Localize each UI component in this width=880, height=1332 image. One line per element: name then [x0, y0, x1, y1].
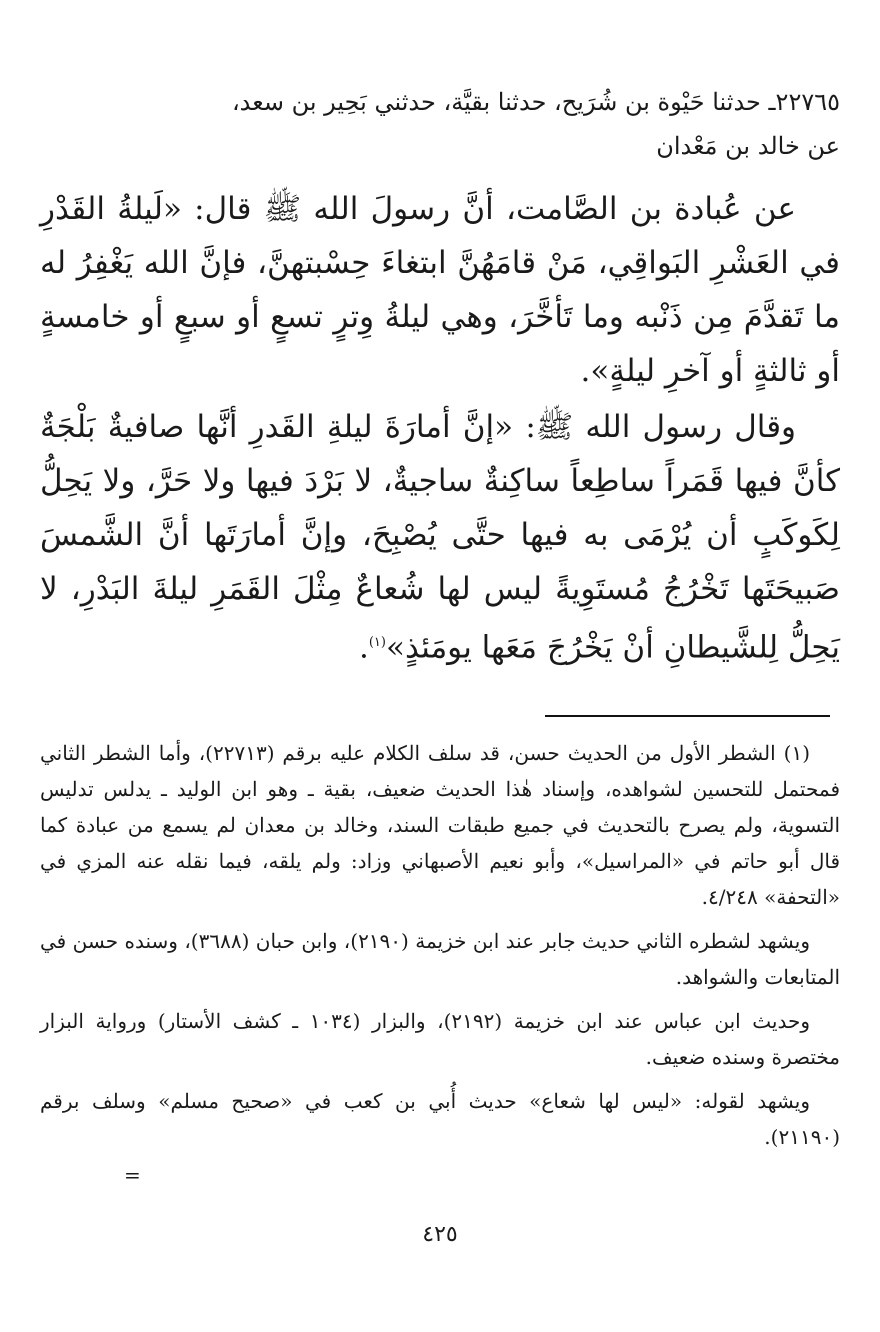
- isnad-line-2: عن خالد بن مَعْدان: [656, 132, 840, 160]
- footnote-paragraph-3: وحديث ابن عباس عند ابن خزيمة (٢١٩٢)، والبزار (١٠٣٤ ـ كشف الأستار) ورواية البزار مختصرة وسنده ضعيف.: [40, 1009, 840, 1069]
- hadith-paragraph-2-end: .: [358, 629, 369, 666]
- footnote-1: (١) الشطر الأول من الحديث حسن، قد سلف الكلام عليه برقم (٢٢٧١٣)، وأما الشطر الثاني فمحتمل للتحسين لشواهده، وإسناد هٰذا الحديث ضعيف، بقية ـ وهو ابن الوليد ـ يدلس تدليس التسوية، ولم يصرح بالتحديث في جميع طبقات السند، وخالد بن معدان لم يسمع من عبادة كما قال أبو حاتم في «المراسيل»، وأبو نعيم الأصبهاني وزاد: ولم يلقه، فيما نقله عنه المزي في «التحفة» ٤/٢٤٨.: [40, 741, 840, 909]
- footnote-separator: [545, 715, 830, 717]
- footnote-paragraph-4: ويشهد لقوله: «ليس لها شعاع» حديث أُبي بن كعب في «صحيح مسلم» وسلف برقم (٢١١٩٠).: [40, 1089, 840, 1149]
- hadith-text: [40, 182, 840, 674]
- hadith-paragraph-2-text: وقال رسول الله ﷺ: «إنَّ أمارَةَ ليلةِ القَدرِ أنَّها صافيةٌ بَلْجَةٌ كأنَّ فيها قَمَراً ساطِعاً ساكِنةٌ ساجيةٌ، لا بَرْدَ فيها ولا حَرَّ، ولا يَحِلُّ لِكَوكَبٍ أن يُرْمَى به فيها حتَّى يُصْبِحَ، وإنَّ أمارَتَها أنَّ الشَّمسَ صَبيحَتَها تَخْرُجُ مُستَوِيةً ليس لها شُعاعٌ مِثْلَ القَمَرِ ليلةَ البَدْرِ، لا يَحِلُّ لِلشَّيطانِ أنْ يَخْرُجَ مَعَها يومَئذٍ»: [40, 409, 840, 666]
- hadith-isnad: [40, 80, 840, 168]
- hadith-paragraph-2: [40, 400, 840, 674]
- page-number: ٤٢٥: [422, 1222, 458, 1247]
- hadith-paragraph-1: عن عُبادة بن الصَّامت، أنَّ رسولَ الله ﷺ قال: «لَيلةُ القَدْرِ في العَشْرِ البَواقِي، مَنْ قامَهُنَّ ابتغاءَ حِسْبتهنَّ، فإنَّ الله يَغْفِرُ له ما تَقدَّمَ مِن ذَنْبه وما تَأخَّرَ، وهي ليلةُ وِترٍ تسعٍ أو سبعٍ أو خامسةٍ أو ثالثةٍ أو آخرِ ليلةٍ».: [40, 191, 840, 389]
- continuation-mark: =: [124, 1163, 141, 1187]
- isnad-line-1: ٢٢٧٦٥ـ حدثنا حَيْوة بن شُرَيح، حدثنا بقيَّة، حدثني بَحِير بن سعد،: [231, 88, 840, 116]
- footnote-reference: (١): [368, 635, 386, 650]
- footnotes: [40, 735, 840, 1163]
- footnote-paragraph-2: ويشهد لشطره الثاني حديث جابر عند ابن خزيمة (٢١٩٠)، وابن حبان (٣٦٨٨)، وسنده حسن في المتابعات والشواهد.: [40, 929, 840, 989]
